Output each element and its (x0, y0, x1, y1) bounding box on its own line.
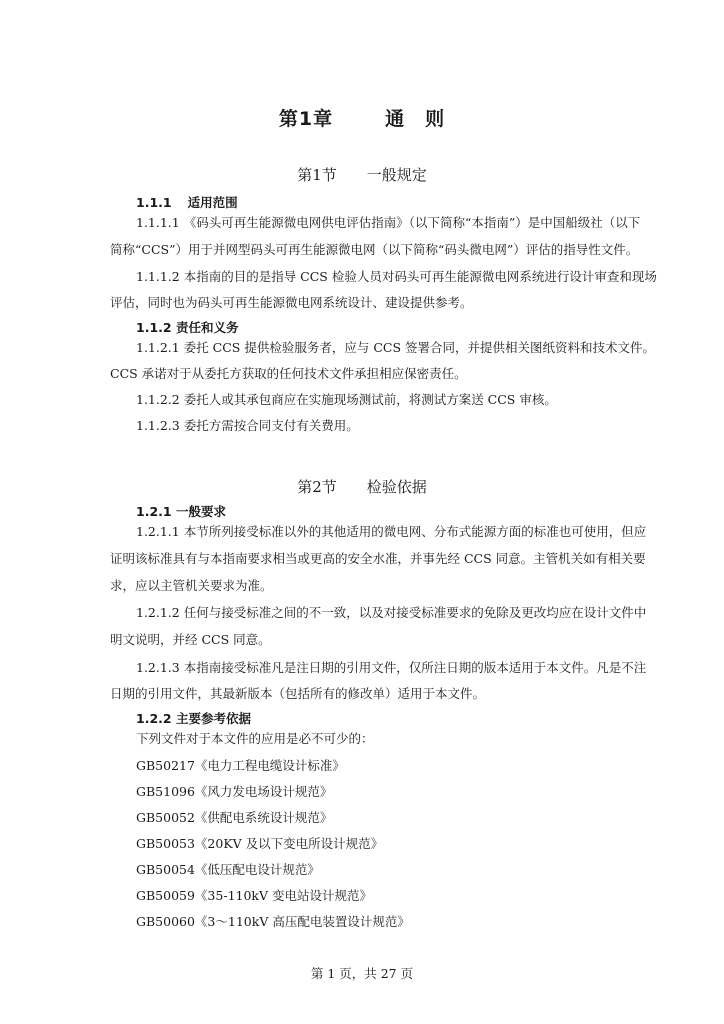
paragraph-line: 下列文件对于本文件的应用是必不可少的： (136, 731, 374, 746)
paragraph-line: 1.1.2.1 委托 CCS 提供检验服务者，应与 CCS 签署合同，并提供相关图纸资料和技术文件。 (136, 340, 655, 355)
heading-number: 1.1.1 (136, 195, 172, 210)
heading-1-1-2 (136, 318, 238, 336)
reference-item: GB51096《风力发电场设计规范》 (136, 784, 333, 799)
paragraph-line: 评估，同时也为码头可再生能源微电网系统设计、建设提供参考。 (110, 295, 473, 310)
paragraph-line: 1.1.1.1 《码头可再生能源微电网供电评估指南》（以下简称“本指南”）是中国船级社（以下 (136, 215, 641, 230)
paragraph-line: 明文说明，并经 CCS 同意。 (110, 632, 271, 647)
paragraph-line: 1.2.1.2 任何与接受标准之间的不一致，以及对接受标准要求的免除及更改均应在设计文件中 (136, 605, 647, 620)
chapter-number: 第1章 (278, 108, 334, 130)
heading-text: 责任和义务 (175, 320, 239, 335)
paragraph-line: 求，应以主管机关要求为准。 (110, 578, 273, 593)
section-title-2 (0, 476, 724, 497)
section-name: 一般规定 (366, 166, 427, 184)
paragraph-line: 1.2.1.3 本指南接受标准凡是注日期的引用文件，仅所注日期的版本适用于本文件。凡是不注 (136, 660, 647, 675)
page-footer: 第 1 页，共 27 页 (310, 966, 414, 981)
heading-1-1-1 (136, 193, 238, 211)
heading-1-2-1 (136, 502, 226, 520)
reference-item: GB50217《电力工程电缆设计标准》 (136, 758, 345, 773)
paragraph-line: 1.2.1.1 本节所列接受标准以外的其他适用的微电网、分布式能源方面的标准也可使用，但应 (136, 524, 647, 539)
chapter-name: 通 则 (385, 108, 446, 130)
paragraph-line: 证明该标准具有与本指南要求相当或更高的安全水准，并事先经 CCS 同意。主管机关如有相关要 (110, 551, 646, 566)
paragraph-line: 1.1.2.3 委托方需按合同支付有关费用。 (136, 418, 359, 433)
reference-item: GB50052《供配电系统设计规范》 (136, 810, 333, 825)
heading-1-2-2 (136, 709, 251, 727)
paragraph-line: 1.1.1.2 本指南的目的是指导 CCS 检验人员对码头可再生能源微电网系统进行设计审查和现场 (136, 269, 657, 284)
paragraph-line: 日期的引用文件，其最新版本（包括所有的修改单）适用于本文件。 (110, 686, 486, 701)
section-title-1 (0, 164, 724, 185)
section-name: 检验依据 (366, 478, 427, 496)
paragraph-line: 简称“CCS”）用于并网型码头可再生能源微电网（以下简称“码头微电网”）评估的指导性文件。 (110, 242, 639, 257)
reference-item: GB50053《20KV 及以下变电所设计规范》 (136, 836, 384, 851)
heading-text: 一般要求 (175, 504, 226, 519)
heading-text: 主要参考依据 (175, 711, 251, 726)
reference-item: GB50060《3～110kV 高压配电装置设计规范》 (136, 914, 410, 929)
heading-text: 适用范围 (187, 195, 238, 210)
heading-number: 1.1.2 (136, 320, 172, 335)
reference-item: GB50054《低压配电设计规范》 (136, 862, 320, 877)
heading-number: 1.2.2 (136, 711, 172, 726)
chapter-title (0, 104, 724, 131)
paragraph-line: CCS 承诺对于从委托方获取的任何技术文件承担相应保密责任。 (110, 366, 467, 381)
heading-number: 1.2.1 (136, 504, 172, 519)
paragraph-line: 1.1.2.2 委托人或其承包商应在实施现场测试前，将测试方案送 CCS 审核。 (136, 392, 557, 407)
reference-item: GB50059《35-110kV 变电站设计规范》 (136, 888, 372, 903)
section-number: 第1节 (297, 166, 337, 184)
section-number: 第2节 (297, 478, 337, 496)
